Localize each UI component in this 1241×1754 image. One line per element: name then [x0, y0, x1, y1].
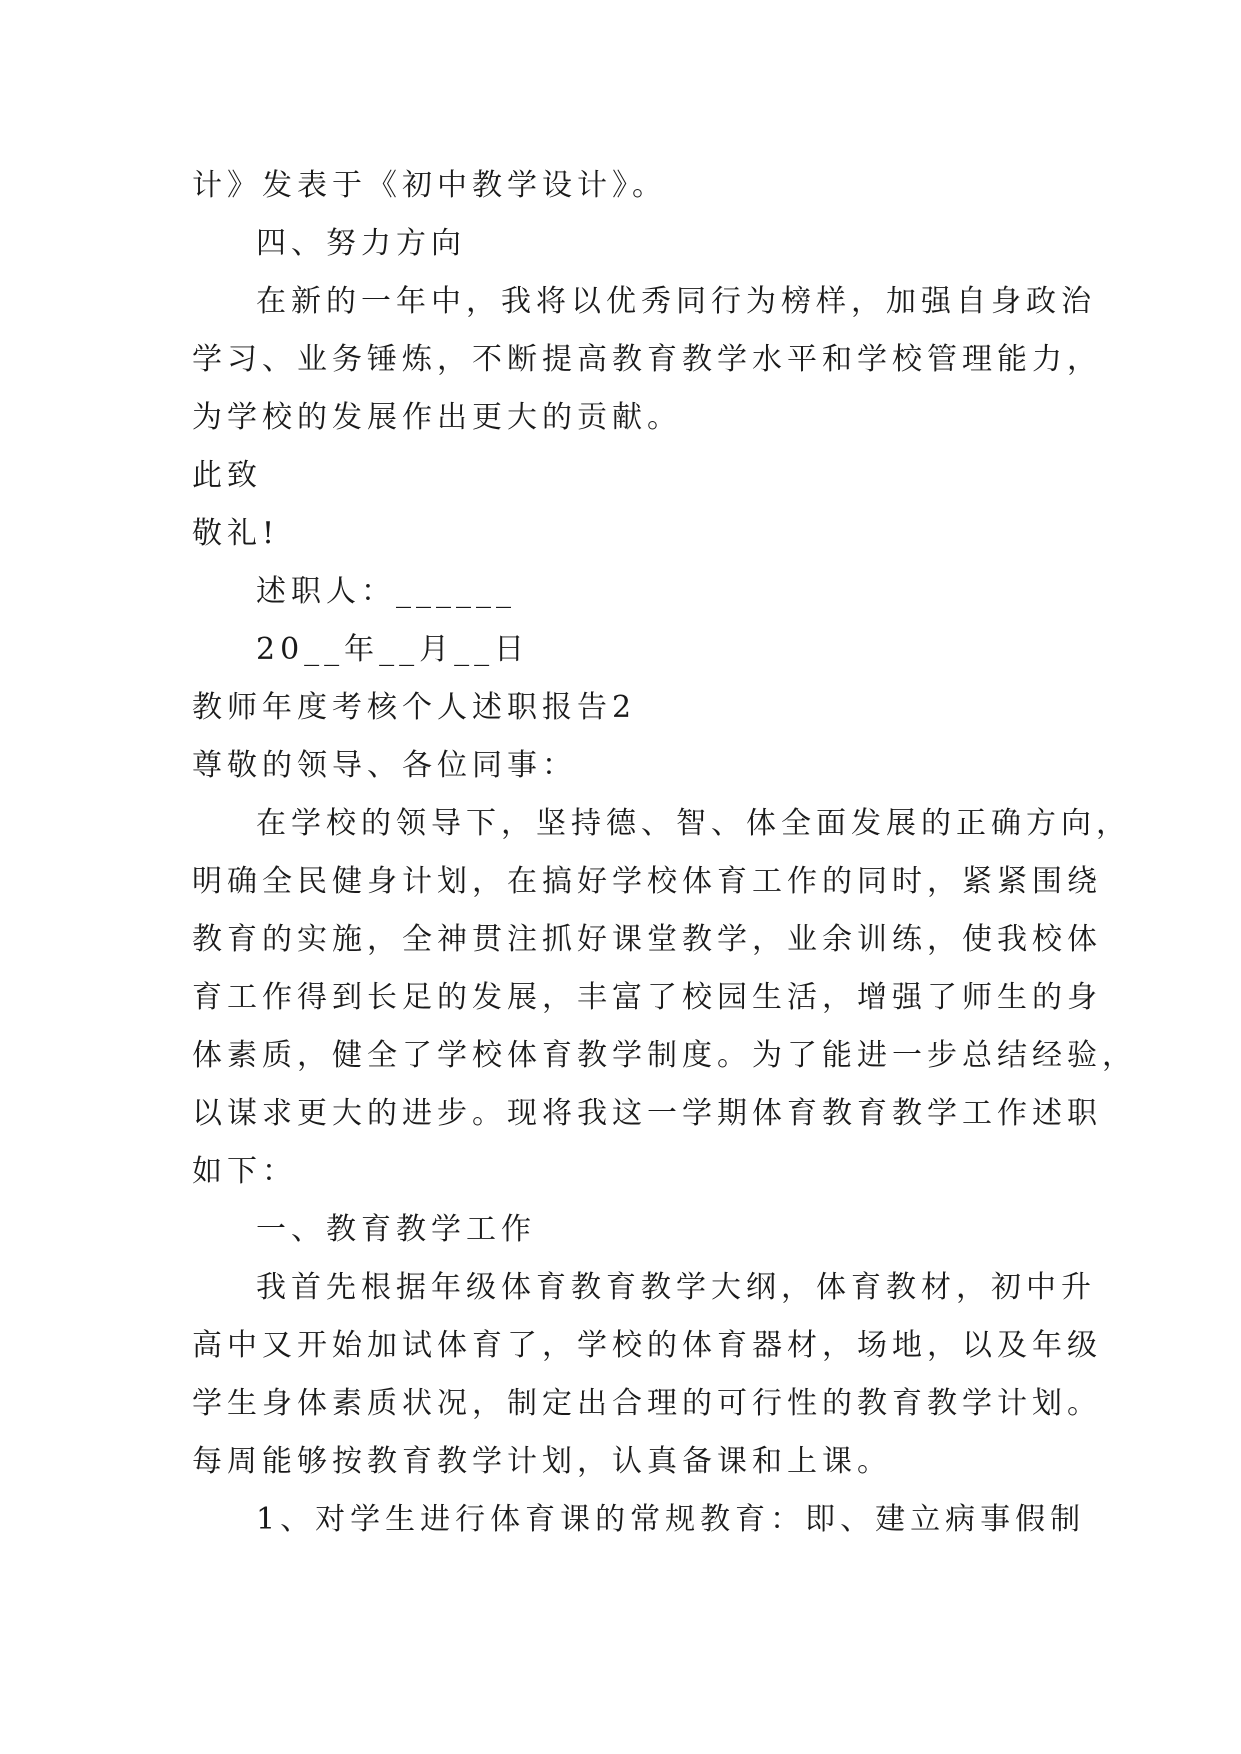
body-text-line: 学习、业务锤炼，不断提高教育教学水平和学校管理能力，	[192, 342, 1102, 377]
body-text-line: 体素质，健全了学校体育教学制度。为了能进一步总结经验，	[192, 1038, 1137, 1073]
paragraph-first-line: 在新的一年中，我将以优秀同行为榜样，加强自身政治	[256, 284, 1096, 319]
paragraph-first-line: 我首先根据年级体育教育教学大纲，体育教材，初中升	[256, 1270, 1096, 1305]
salutation: 尊敬的领导、各位同事：	[192, 748, 577, 783]
body-text-line: 每周能够按教育教学计划，认真备课和上课。	[192, 1444, 892, 1479]
body-text-line: 育工作得到长足的发展，丰富了校园生活，增强了师生的身	[192, 980, 1102, 1015]
body-text-line: 教育的实施，全神贯注抓好课堂教学，业余训练，使我校体	[192, 922, 1102, 957]
body-text-line: 为学校的发展作出更大的贡献。	[192, 400, 682, 435]
body-text-line: 学生身体素质状况，制定出合理的可行性的教育教学计划。	[192, 1386, 1102, 1421]
section-heading: 四、努力方向	[256, 226, 466, 261]
closing-salute: 敬礼!	[192, 516, 280, 551]
body-text-line: 如下：	[192, 1154, 297, 1189]
body-text-line: 计》发表于《初中教学设计》。	[192, 168, 667, 203]
closing-greeting: 此致	[192, 458, 262, 493]
report-title: 教师年度考核个人述职报告2	[192, 690, 637, 725]
list-item-line: 1、对学生进行体育课的常规教育：即、建立病事假制	[256, 1502, 1086, 1537]
section-heading: 一、教育教学工作	[256, 1212, 536, 1247]
date-line: 20__年__月__日	[256, 632, 530, 667]
body-text-line: 高中又开始加试体育了，学校的体育器材，场地，以及年级	[192, 1328, 1102, 1363]
body-text-line: 明确全民健身计划，在搞好学校体育工作的同时，紧紧围绕	[192, 864, 1102, 899]
signature-line: 述职人：______	[256, 574, 516, 609]
paragraph-first-line: 在学校的领导下，坚持德、智、体全面发展的正确方向，	[256, 806, 1131, 841]
body-text-line: 以谋求更大的进步。现将我这一学期体育教育教学工作述职	[192, 1096, 1102, 1131]
